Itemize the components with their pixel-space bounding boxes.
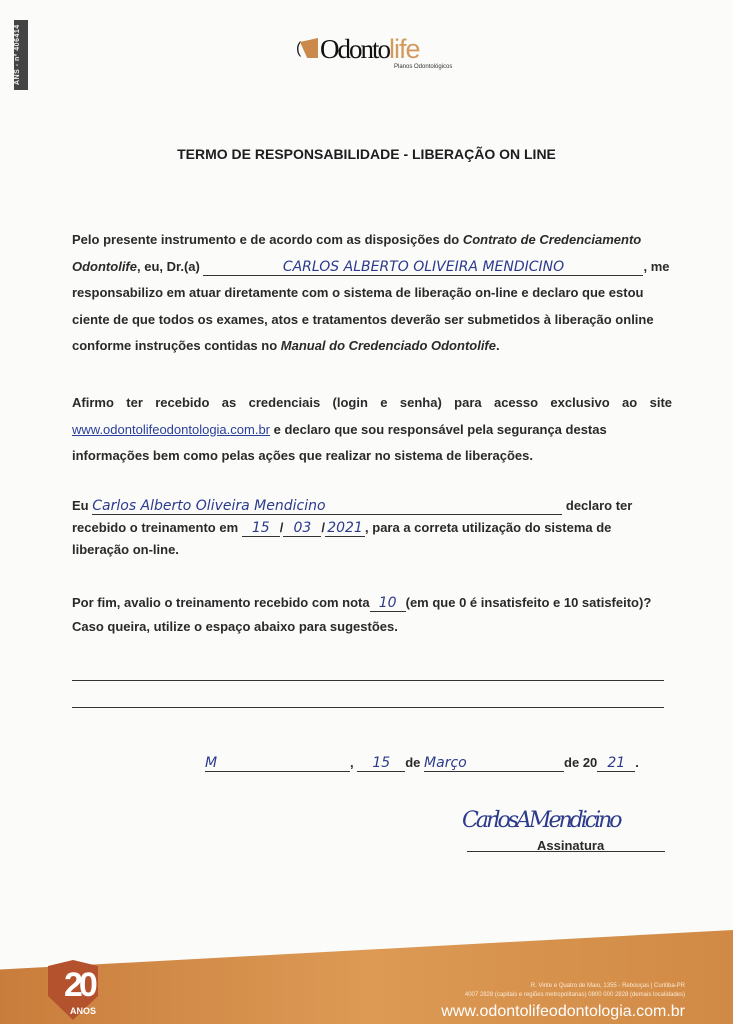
text: Pelo presente instrumento e de acordo com as disposições do [72,232,463,247]
badge-number: 20 [64,966,94,1004]
site-link[interactable]: www.odontolifeodontologia.com.br [72,421,271,437]
text: Eu [72,498,89,513]
text: recebido o treinamento em [72,520,239,535]
paragraph-declaration: Pelo presente instrumento e de acordo com as disposições do Contrato de Credenciamento Odontolife, eu, Dr.(a) CARLOS ALBERTO OLIVEIRA MENDICINO , me responsabilizo em atuar diretamente com o sistema de liberação on-line e declaro que estou ciente de que todos os exames, atos e tratamentos deverão ser submetidos à liberação online conforme instruções contidas no Manual do Credenciado Odontolife. [72,232,670,353]
logo-tooth-icon [300,38,318,58]
suggestion-line-2 [72,707,664,708]
text: me responsabilizo em atuar diretamente com o sistema de liberação on-line e declaro que estou ciente de que todos os exames, atos e tratamentos deverão ser submetidos à liberação online conforme instruções contidas no [72,258,670,353]
text: , eu, Dr.(a) [137,258,200,274]
city-field: M [205,755,350,772]
date-day-field: 15 [357,755,405,772]
text: (em que 0 é insatisfeito e 10 satisfeito)? Caso queira, utilize o espaço abaixo para sugestões. [72,595,652,634]
signature-label: Assinatura [537,838,605,853]
text: e declaro que sou responsável pela segurança destas informações bem como pelas ações que realizar no sistema de liberações. [72,421,607,463]
handwritten-signature: CarlosAMendicino [462,808,620,833]
text: de [405,755,421,770]
badge-label: ANOS [70,1006,97,1016]
date-month-field: Março [424,755,564,772]
text: Afirmo ter recebido as credenciais (login e senha) para acesso exclusivo ao site [72,395,672,410]
logo-arc-icon: ( [296,40,302,57]
logo-wordmark: Odontolife [320,34,420,64]
suggestion-line-1 [72,680,664,681]
date-year-field: 21 [597,755,635,772]
text: de 20 [564,755,598,770]
signature-name-field: Carlos Alberto Oliveira Mendicino [92,498,562,515]
paragraph-training: Eu Carlos Alberto Oliveira Mendicino declaro ter recebido o treinamento em 15 / 03 / 2021 , para a correta utilização do sistema de liberação on-line. [72,498,633,557]
text: , para a correta utilização do sistema de liberação on-line. [72,520,612,557]
training-month-field: 03 [283,520,321,537]
manual-name: Manual do Credenciado Odontolife [280,338,496,353]
paragraph-credentials [72,390,672,470]
footer-address: R. Vinte e Quatro de Maio, 1355 - Rebouças | Curitiba-PR [530,983,685,989]
rating-score-field: 10 [370,595,406,612]
logo-subtitle: Planos Odontológicos [394,64,453,70]
text: declaro ter [565,498,633,513]
signature-line [467,851,665,852]
contract-name: Contrato de Credenciamento Odontolife [72,232,642,274]
text: Por fim, avalio o treinamento recebido com nota [72,595,370,610]
odontolife-logo [296,34,456,74]
ans-registration: ANS - nº 406414 [14,20,28,90]
training-year-field: 2021 [325,520,365,537]
paragraph-rating [72,591,672,639]
doctor-name-field: CARLOS ALBERTO OLIVEIRA MENDICINO [203,259,643,276]
text: . [496,338,500,353]
training-day-field: 15 [242,520,280,537]
document-title: TERMO DE RESPONSABILIDADE - LIBERAÇÃO ON LINE [177,146,556,162]
footer-url[interactable]: www.odontolifeodontologia.com.br [441,1003,685,1020]
footer-phones: 4007 2828 (capitais e regiões metropolitanas) 0800 000 2828 (demais localidades) [464,992,685,998]
date-line: M , 15 de Março de 20 21 . [205,755,639,771]
footer-contact [465,982,685,1000]
